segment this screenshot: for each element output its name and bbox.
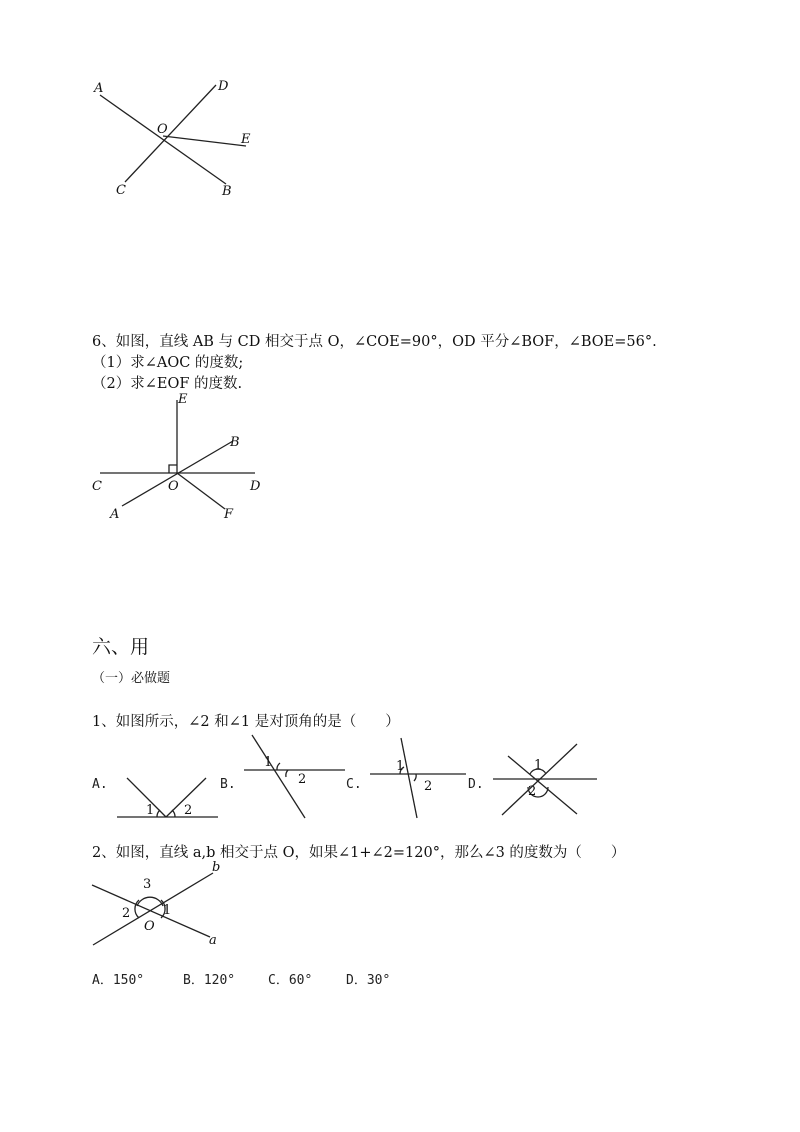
- section-title: 六、用: [92, 636, 150, 658]
- label-2: 2: [122, 906, 131, 921]
- q2-option-d: D．30°: [346, 973, 391, 988]
- q1a-angle-1: 1: [146, 803, 155, 818]
- q6-stem: 6、如图，直线 AB 与 CD 相交于点 O，∠COE=90°，OD 平分∠BOF，∠BOE=56°.: [92, 334, 657, 350]
- section-subtitle: （一）必做题: [92, 671, 171, 686]
- label-d: D: [218, 79, 229, 94]
- label-a: a: [209, 933, 217, 948]
- label-e: E: [241, 132, 251, 147]
- label-b: B: [222, 184, 232, 199]
- q1c-angle-1: 1: [396, 759, 405, 774]
- label-f: F: [224, 507, 234, 522]
- q1-option-d: D.: [468, 777, 484, 792]
- label-1: 1: [163, 903, 172, 918]
- line-b: [93, 873, 213, 945]
- label-o: O: [168, 479, 179, 494]
- q1a-angle-2: 2: [184, 803, 193, 818]
- q1d-angle-1: 1: [534, 758, 543, 773]
- label-a: A: [94, 81, 104, 96]
- q2-option-a: A．150°: [92, 973, 145, 988]
- q1c-angle-2: 2: [424, 779, 433, 794]
- q1b-angle-1: 1: [264, 755, 273, 770]
- q1-option-b: B.: [220, 777, 236, 792]
- q2-stem: 2、如图，直线 a,b 相交于点 O，如果∠1+∠2=120°，那么∠3 的度数为（ ）: [92, 845, 626, 861]
- q6-sub2: （2）求∠EOF 的度数.: [92, 376, 243, 392]
- label-a: A: [110, 507, 120, 522]
- q6-sub1: （1）求∠AOC 的度数;: [92, 355, 244, 371]
- q1b-angle-2: 2: [298, 772, 307, 787]
- label-b: B: [230, 435, 240, 450]
- label-e: E: [178, 392, 188, 407]
- label-3: 3: [143, 877, 152, 892]
- label-o: O: [144, 919, 155, 934]
- q1-stem: 1、如图所示，∠2 和∠1 是对顶角的是（ ）: [92, 714, 400, 730]
- label-b: b: [212, 860, 221, 875]
- q2-option-b: B．120°: [183, 973, 236, 988]
- label-c: C: [92, 479, 102, 494]
- label-c: C: [116, 183, 126, 198]
- label-d: D: [250, 479, 261, 494]
- q1d-angle-2: 2: [528, 784, 537, 799]
- label-o: O: [157, 122, 168, 137]
- q2-option-c: C．60°: [268, 973, 313, 988]
- q1-option-a: A.: [92, 777, 108, 792]
- q1-option-c: C.: [346, 777, 362, 792]
